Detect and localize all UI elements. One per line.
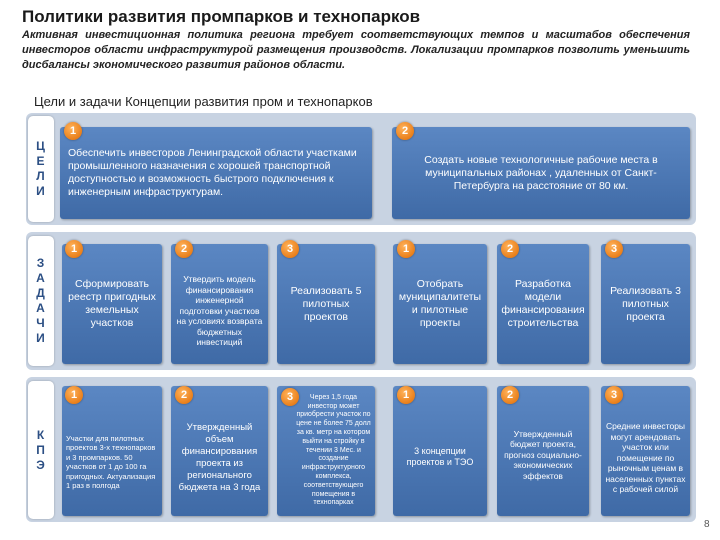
task-text: Разработка модели финансирования строительства	[501, 278, 585, 329]
page-number: 8	[704, 519, 710, 530]
goal-text: Создать новые технологичные рабочие места в муниципальных районах , удаленных от Санкт-Петербурга на расстояние от 80 км.	[424, 153, 658, 192]
kpi-card	[497, 386, 589, 516]
goal-card	[60, 127, 372, 219]
task-number-badge: 1	[65, 240, 83, 258]
task-number-badge: 3	[281, 240, 299, 258]
goal-text: Обеспечить инвесторов Ленинградской области участками промышленного назначения с хорошей транспортной доступностью и возможность быстрого подключения к инженерным инфраструктурам.	[68, 147, 357, 198]
row-label-goals: Ц Е Л И	[28, 116, 54, 222]
intro-paragraph: Активная инвестиционная политика региона требует соответствующих темпов и масштабов обеспечения инвесторов области инфраструктурой размещения производств. Локализации промпарков позволить уменьшить дисбалансы экономического развития районов области.	[22, 29, 690, 71]
row-label-kpi: К П Э	[28, 381, 54, 519]
kpi-card	[62, 386, 162, 516]
goal-card	[392, 127, 690, 219]
task-text: Утвердить модель финансирования инженерной подготовки участков на условиях возврата бюджетных инвестиций	[176, 274, 263, 348]
section-subtitle: Цели и задачи Концепции развития пром и технопарков	[34, 94, 373, 109]
task-card	[62, 244, 162, 364]
task-card	[171, 244, 268, 364]
task-number-badge: 1	[397, 240, 415, 258]
task-text: Реализовать 3 пилотных проекта	[610, 284, 681, 323]
task-card	[601, 244, 690, 364]
kpi-text: Средние инвесторы могут арендовать участок или помещение по рыночным ценам в населенных пунктах с рабочей силой	[605, 421, 686, 495]
goal-number-badge: 1	[64, 122, 82, 140]
kpi-card	[601, 386, 690, 516]
kpi-text: Утвержденный бюджет проекта, прогноз социально-экономических эффектов	[504, 428, 582, 481]
kpi-text: Через 1,5 года инвестор может приобрести участок по цене не более 75 долл за кв. метр на котором выйти на стройку в течении 3 Мес. и создание инфраструктурного комплекса, соответствующего помещения в технопарках	[296, 393, 371, 507]
task-number-badge: 2	[175, 240, 193, 258]
kpi-number-badge: 3	[281, 388, 299, 406]
task-text: Сформировать реестр пригодных земельных участков	[68, 278, 156, 329]
kpi-number-badge: 3	[605, 386, 623, 404]
kpi-text: Участки для пилотных проектов 3-х технопарков и 3 промпарков. 50 участков от 1 до 100 га пригодных. Актуализация 1 раз в полгода	[66, 433, 156, 490]
task-text: Отобрать муниципалитеты и пилотные проекты	[398, 278, 482, 329]
kpi-number-badge: 1	[65, 386, 83, 404]
kpi-number-badge: 1	[397, 386, 415, 404]
task-card	[393, 244, 487, 364]
kpi-card	[171, 386, 268, 516]
slide-title: Политики развития промпарков и технопарков	[22, 7, 421, 26]
row-label-tasks: З А Д А Ч И	[28, 236, 54, 366]
task-card	[497, 244, 589, 364]
task-number-badge: 3	[605, 240, 623, 258]
task-text: Реализовать 5 пилотных проектов	[290, 284, 362, 323]
kpi-text: 3 концепции проектов и ТЭО	[406, 446, 474, 467]
task-number-badge: 2	[501, 240, 519, 258]
kpi-number-badge: 2	[175, 386, 193, 404]
kpi-number-badge: 2	[501, 386, 519, 404]
kpi-text: Утвержденный объем финансирования проекта из регионального бюджета на 3 года	[178, 422, 261, 493]
kpi-card	[393, 386, 487, 516]
goal-number-badge: 2	[396, 122, 414, 140]
task-card	[277, 244, 375, 364]
